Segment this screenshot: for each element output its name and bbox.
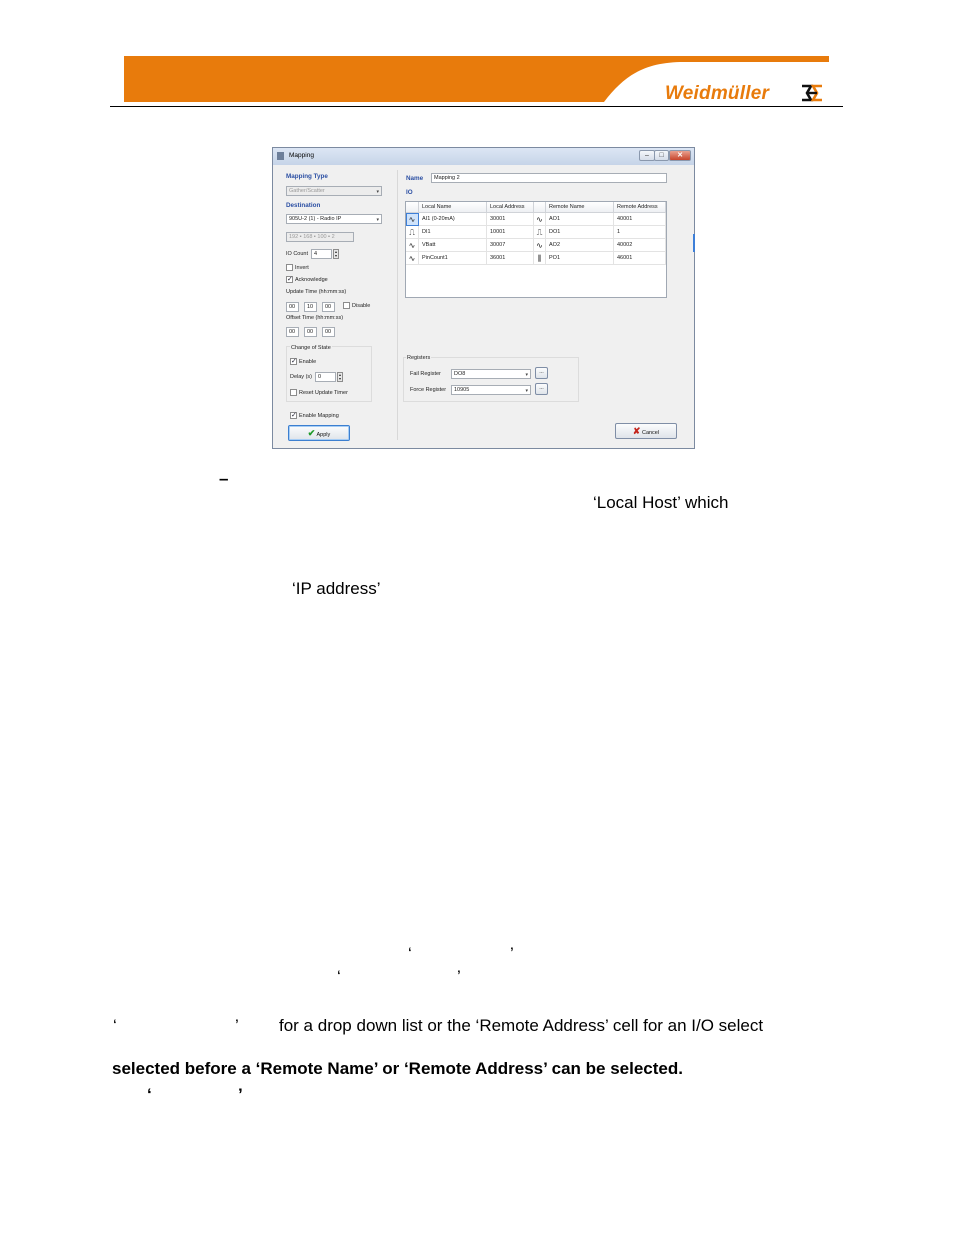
- analog-signal-icon[interactable]: ∿: [406, 239, 419, 252]
- io-count-label: IO Count: [286, 251, 309, 257]
- table-header-icon: [406, 202, 419, 213]
- invert-checkbox[interactable]: [286, 264, 293, 271]
- table-cell[interactable]: AO2: [546, 239, 614, 252]
- table-cell[interactable]: 40002: [614, 239, 666, 252]
- table-cell[interactable]: 46001: [614, 252, 666, 265]
- ip-octet-1: 192: [289, 234, 299, 240]
- fail-register-value: DO8: [454, 371, 466, 377]
- table-cell[interactable]: 30001: [487, 213, 534, 226]
- digital-signal-icon[interactable]: ⎍: [406, 226, 419, 239]
- update-time-label: Update Time (hh:mm:ss): [286, 289, 347, 295]
- destination-select[interactable]: [286, 214, 382, 224]
- quote-mark: ‘: [113, 1016, 117, 1035]
- local-host-text: ‘Local Host’ which: [593, 493, 729, 512]
- acknowledge-checkbox[interactable]: [286, 276, 293, 283]
- io-count-input[interactable]: 4: [311, 249, 332, 259]
- chevron-down-icon: ▾: [376, 217, 379, 223]
- registers-group: [403, 357, 579, 402]
- apply-label: Apply: [316, 432, 331, 438]
- brand-logo-icon: [800, 83, 824, 103]
- reset-timer-label: Reset Update Timer: [299, 390, 348, 396]
- ip-address-text: ‘IP address’: [292, 579, 381, 598]
- ip-octet-4: 2: [331, 234, 335, 240]
- ip-address-field[interactable]: 192 ▪ 168 ▪ 100 ▪ 2: [286, 232, 354, 242]
- cancel-label: Cancel: [641, 430, 660, 436]
- io-count-stepper[interactable]: ▴ ▾: [334, 249, 337, 258]
- ip-octet-2: 168: [303, 234, 313, 240]
- bold-note-sentence: selected before a ‘Remote Name’ or ‘Remote Address’ can be selected.: [112, 1059, 683, 1078]
- table-cell[interactable]: VBatt: [419, 239, 487, 252]
- destination-label: Destination: [286, 202, 321, 209]
- offset-time-label: Offset Time (hh:mm:ss): [286, 315, 344, 321]
- force-register-value: 10905: [454, 387, 470, 393]
- pulse-signal-icon: ⫼: [534, 252, 546, 265]
- table-cell[interactable]: DO1: [546, 226, 614, 239]
- quote-mark: ’: [510, 944, 514, 963]
- column-header[interactable]: Local Address: [487, 202, 534, 213]
- chevron-down-icon: ▾: [376, 189, 379, 195]
- mapping-type-value: Gather/Scatter: [289, 188, 325, 194]
- disable-label: Disable: [352, 303, 371, 309]
- update-time-hh[interactable]: 00: [286, 302, 299, 312]
- update-time-ss[interactable]: 00: [322, 302, 335, 312]
- offset-time-ss[interactable]: 00: [322, 327, 335, 337]
- fail-register-select[interactable]: [451, 369, 531, 379]
- io-table: [405, 201, 667, 298]
- table-cell[interactable]: 10001: [487, 226, 534, 239]
- ip-octet-3: 100: [317, 234, 327, 240]
- update-time-mm[interactable]: 10: [304, 302, 317, 312]
- delay-label: Delay (s): [290, 374, 313, 380]
- enable-mapping-label: Enable Mapping: [299, 413, 339, 419]
- analog-signal-icon[interactable]: ∿: [406, 252, 419, 265]
- delay-input[interactable]: 0: [315, 372, 336, 382]
- cancel-x-icon: ✘: [632, 426, 641, 436]
- brand-logo-text: Weidmüller: [665, 83, 770, 104]
- digital-signal-icon: ⎍: [534, 226, 546, 239]
- chevron-down-icon: ▾: [525, 388, 528, 394]
- table-cell[interactable]: 40001: [614, 213, 666, 226]
- chevron-down-icon: ▾: [525, 372, 528, 378]
- cancel-button[interactable]: [615, 423, 677, 439]
- column-header[interactable]: Local Name: [419, 202, 487, 213]
- reset-timer-checkbox[interactable]: [290, 389, 297, 396]
- name-input[interactable]: Mapping 2: [431, 173, 667, 183]
- delay-stepper[interactable]: ▴ ▾: [338, 372, 341, 381]
- column-divider: [397, 170, 398, 440]
- quote-mark: ’: [457, 967, 461, 986]
- fail-register-browse-button[interactable]: ...: [535, 367, 548, 379]
- force-register-browse-button[interactable]: ...: [535, 383, 548, 395]
- table-cell[interactable]: AO1: [546, 213, 614, 226]
- analog-signal-icon: ∿: [534, 239, 546, 252]
- acknowledge-label: Acknowledge: [295, 277, 328, 283]
- table-cell[interactable]: 1: [614, 226, 666, 239]
- offset-time-mm[interactable]: 00: [304, 327, 317, 337]
- mapping-dialog: [272, 147, 695, 449]
- column-header[interactable]: Remote Address: [614, 202, 666, 213]
- analog-signal-icon: ∿: [534, 213, 546, 226]
- table-cell[interactable]: 36001: [487, 252, 534, 265]
- force-register-select[interactable]: [451, 385, 531, 395]
- registers-label: Registers: [407, 355, 431, 361]
- change-of-state-label: Change of State: [291, 345, 331, 351]
- io-label: IO: [406, 189, 413, 196]
- quote-mark: ‘: [147, 1085, 152, 1104]
- mapping-type-label: Mapping Type: [286, 173, 328, 180]
- force-register-label: Force Register: [410, 387, 447, 393]
- title-bar: [273, 148, 694, 165]
- table-cell[interactable]: PinCount1: [419, 252, 487, 265]
- mapping-type-select[interactable]: [286, 186, 382, 196]
- table-cell[interactable]: PO1: [546, 252, 614, 265]
- quote-mark: ‘: [408, 944, 412, 963]
- table-cell[interactable]: AI1 (0-20mA): [419, 213, 487, 226]
- header-rule: [110, 106, 843, 107]
- close-button[interactable]: ✕: [669, 150, 691, 161]
- cos-enable-label: Enable: [299, 359, 317, 365]
- analog-signal-icon[interactable]: ∿: [406, 213, 419, 226]
- table-cell[interactable]: DI1: [419, 226, 487, 239]
- window-title: Mapping: [289, 152, 314, 159]
- fail-register-label: Fail Register: [410, 371, 441, 377]
- quote-mark: ’: [238, 1085, 243, 1104]
- maximize-button[interactable]: □: [654, 150, 669, 161]
- enable-mapping-checkbox[interactable]: [290, 412, 297, 419]
- cos-enable-checkbox[interactable]: [290, 358, 297, 365]
- name-label: Name: [406, 175, 424, 182]
- quote-mark: ’: [235, 1016, 239, 1035]
- table-header-icon: [534, 202, 546, 213]
- disable-checkbox[interactable]: [343, 302, 350, 309]
- checkmark-icon: ✔: [307, 428, 316, 438]
- minimize-button[interactable]: –: [639, 150, 655, 161]
- dash-mark: –: [219, 469, 229, 488]
- offset-time-hh[interactable]: 00: [286, 327, 299, 337]
- column-header[interactable]: Remote Name: [546, 202, 614, 213]
- invert-label: Invert: [295, 265, 309, 271]
- scrollbar-thumb[interactable]: [693, 234, 695, 252]
- table-cell[interactable]: 30007: [487, 239, 534, 252]
- destination-value: 905U-2 (1) - Radio IP: [289, 216, 342, 222]
- dropdown-sentence: for a drop down list or the ‘Remote Address’ cell for an I/O select: [279, 1016, 764, 1035]
- apply-button[interactable]: [288, 425, 350, 441]
- app-icon: [277, 152, 284, 160]
- quote-mark: ‘: [337, 967, 341, 986]
